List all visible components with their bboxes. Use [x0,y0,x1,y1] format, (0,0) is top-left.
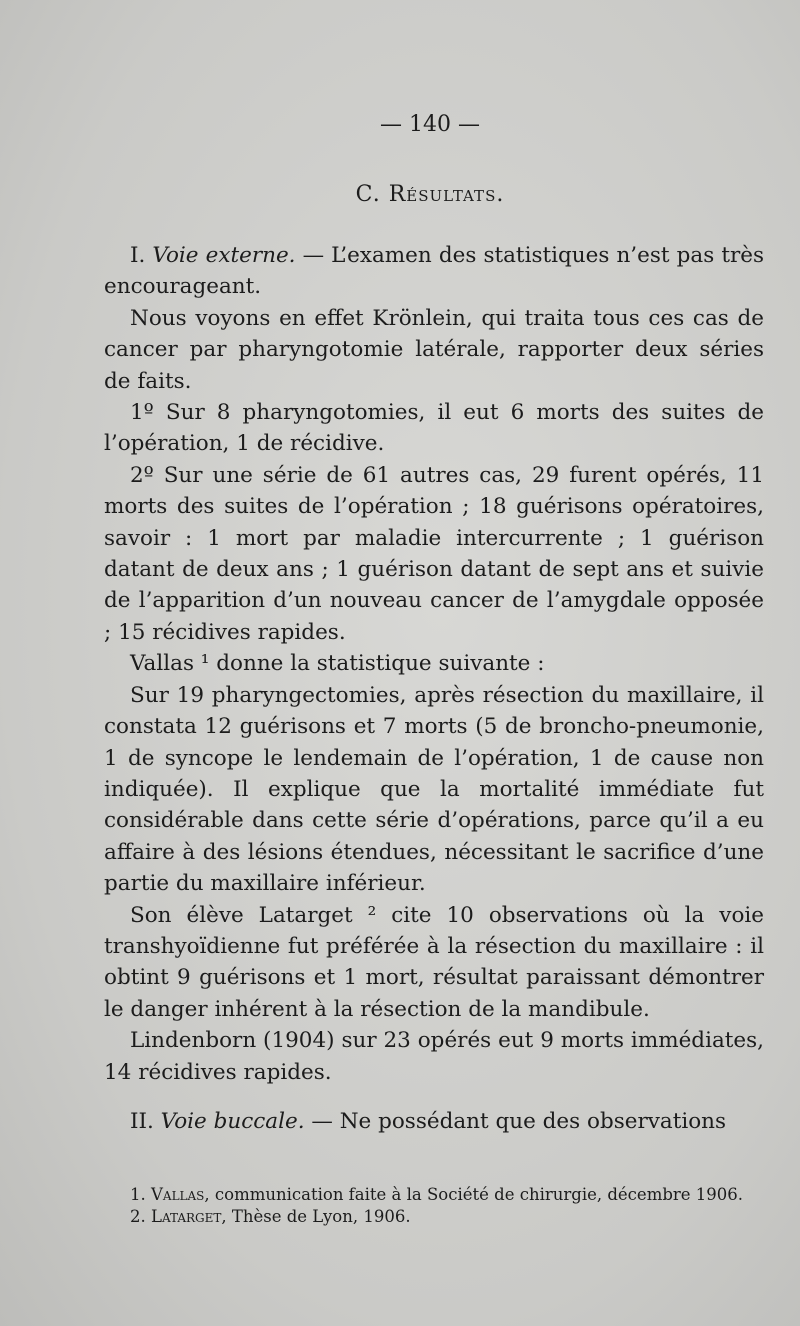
paragraph-vallas-intro: Vallas ¹ donne la statistique suivante : [130,651,545,677]
paragraph-voie-buccale [104,1106,764,1137]
paragraph-heading-italic: Voie buccale. [160,1108,305,1134]
paragraph-latarget: Son élève Latarget ² cite 10 observations où la voie transhyoïdienne fut préférée à la résection du maxillaire : il obtint 9 guérisons et 1 mort, résultat paraissant démontrer le danger inhérent à la résection de la mandibule. [104,902,764,1022]
paragraph-vallas-stats: Sur 19 pharyngectomies, après résection du maxillaire, il constata 12 guérisons et 7 morts (5 de broncho-pneumonie, 1 de syncope le lendemain de l’opération, 1 de cause non indiquée). Il explique que la mortalité immédiate fut considérable dans cette série d’opérations, parce qu’il a eu affaire à des lésions étendues, nécessitant le sacrifice d’une partie du maxillaire inférieur. [104,682,764,897]
footnote-text: , communication faite à la Société de chirurgie, décembre 1906. [204,1185,744,1204]
footnote-1 [104,1184,764,1206]
paragraph-text: — L’examen des statistiques n’est pas très encourageant. [104,243,764,300]
paragraph-lead: II. [130,1108,161,1134]
footnote-author: Latarget [151,1207,222,1226]
footnote-number: 1. [130,1185,151,1204]
paragraph-voie-externe [104,240,764,303]
paragraph-second-series: 2º Sur une série de 61 autres cas, 29 furent opérés, 11 morts des suites de l’opération ; 18 guérisons opératoires, savoir : 1 mort par maladie intercurrente ; 1 guérison datant de deux ans ; 1 guérison datant de sept ans et suivie de l’apparition d’un nouveau cancer de l’amygdale opposée ; 15 récidives rapides. [104,462,764,645]
footnotes [104,1184,764,1228]
footnote-2 [104,1206,764,1228]
section-title-text: C. Résultats. [355,182,505,207]
page-number: — 140 — [380,112,480,137]
paragraph-kronlein: Nous voyons en effet Krönlein, qui traita tous ces cas de cancer par pharyngotomie latérale, rapporter deux séries de faits. [104,305,764,394]
footnote-author: Vallas [151,1185,205,1204]
footnote-number: 2. [130,1207,151,1226]
paragraph-lead: I. [130,243,153,268]
section-title [0,182,800,207]
paragraph-first-series: 1º Sur 8 pharyngotomies, il eut 6 morts des suites de l’opération, 1 de récidive. [104,400,764,457]
body-text [104,240,764,1137]
paragraph-heading-italic: Voie externe. [152,243,296,268]
footnote-text: , Thèse de Lyon, 1906. [221,1207,411,1226]
paragraph-lindenborn: Lindenborn (1904) sur 23 opérés eut 9 morts immédiates, 14 récidives rapides. [104,1028,764,1085]
paragraph-text: — Ne possédant que des observations [304,1108,727,1134]
